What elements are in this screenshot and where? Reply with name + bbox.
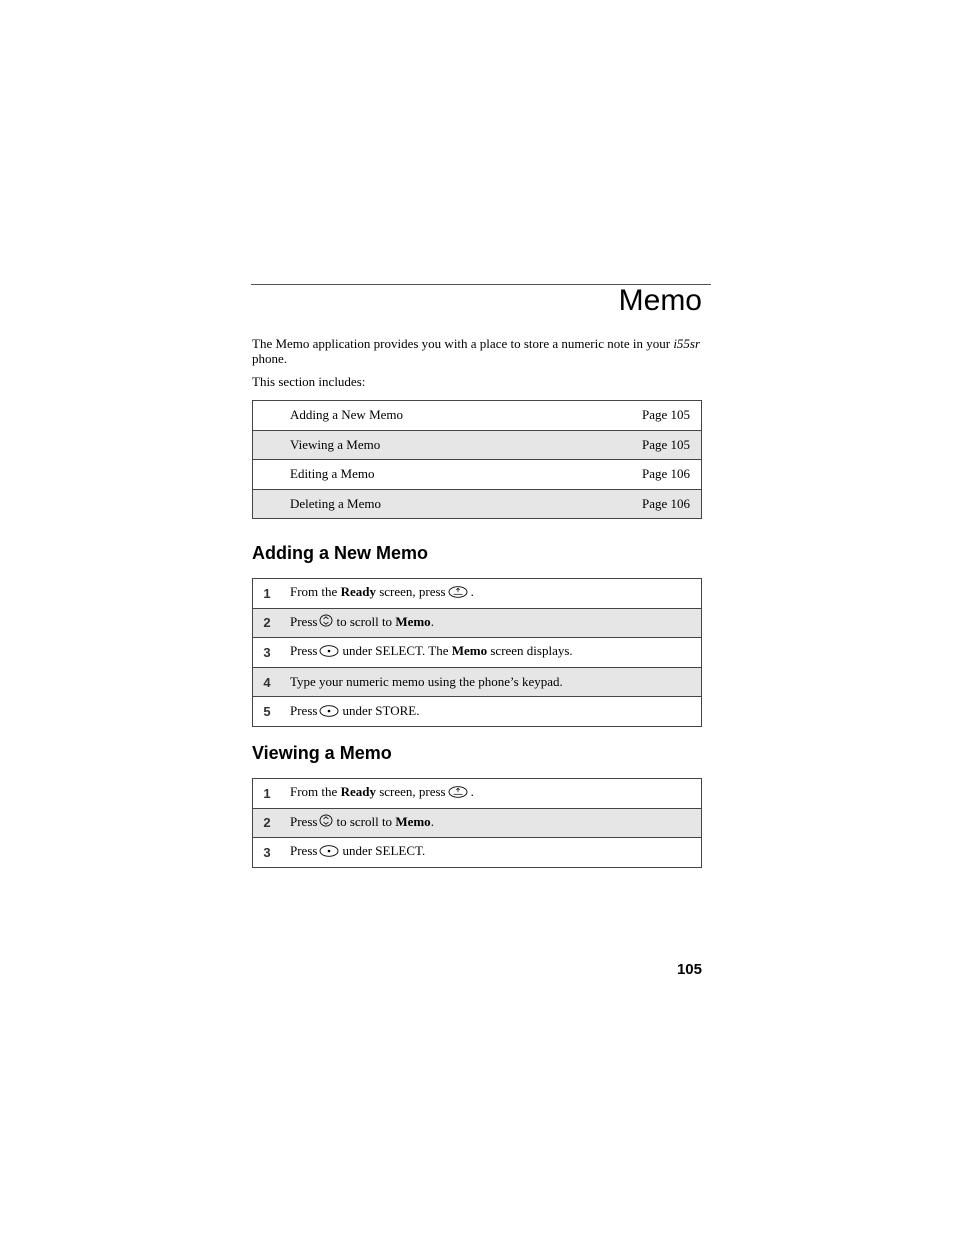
toc-page[interactable]: Page 106	[600, 489, 702, 519]
scroll-key-icon	[319, 814, 333, 832]
option-key-icon	[319, 845, 339, 861]
step-row	[253, 667, 702, 697]
option-key-icon	[319, 645, 339, 661]
step-text: From the Ready screen, press .	[281, 779, 702, 809]
toc-row[interactable]	[253, 430, 702, 460]
toc-page[interactable]: Page 105	[600, 401, 702, 431]
step-number: 3	[253, 638, 282, 668]
menu-key-icon	[448, 786, 468, 802]
option-key-icon	[319, 705, 339, 721]
toc-row[interactable]	[253, 460, 702, 490]
step-number: 2	[253, 808, 282, 838]
step-row	[253, 638, 702, 668]
step-text: Type your numeric memo using the phone’s keypad.	[281, 667, 702, 697]
toc-label[interactable]: Editing a Memo	[253, 460, 601, 490]
page-title: Memo	[618, 284, 702, 317]
step-number: 1	[253, 779, 282, 809]
intro-text: The Memo application provides you with a place to store a numeric note in your	[252, 336, 674, 351]
toc-row[interactable]	[253, 401, 702, 431]
step-row	[253, 697, 702, 727]
step-row	[253, 838, 702, 868]
section-heading-viewing: Viewing a Memo	[252, 743, 392, 763]
step-row	[253, 579, 702, 609]
step-text: From the Ready screen, press .	[281, 579, 702, 609]
step-number: 4	[253, 667, 282, 697]
menu-key-icon	[448, 586, 468, 602]
step-number: 2	[253, 608, 282, 638]
intro-text-end: phone.	[252, 350, 288, 366]
phone-model: i55sr	[673, 336, 701, 351]
step-row	[253, 779, 702, 809]
step-number: 1	[253, 579, 282, 609]
toc-label[interactable]: Adding a New Memo	[253, 401, 601, 431]
step-text: Press under STORE.	[281, 697, 702, 727]
adding-steps-table	[252, 578, 702, 727]
scroll-key-icon	[319, 614, 333, 632]
step-number: 3	[253, 838, 282, 868]
step-text: Press to scroll to Memo.	[281, 808, 702, 838]
page-number: 105	[676, 961, 702, 978]
toc-label[interactable]: Viewing a Memo	[253, 430, 601, 460]
toc-page[interactable]: Page 106	[600, 460, 702, 490]
toc-label[interactable]: Deleting a Memo	[253, 489, 601, 519]
toc-row[interactable]	[253, 489, 702, 519]
step-row	[253, 608, 702, 638]
step-number: 5	[253, 697, 282, 727]
viewing-steps-table	[252, 778, 702, 868]
section-includes-label: This section includes:	[252, 374, 366, 389]
step-text: Press under SELECT.	[281, 838, 702, 868]
step-text: Press to scroll to Memo.	[281, 608, 702, 638]
contents-table	[252, 400, 702, 519]
step-row	[253, 808, 702, 838]
section-heading-adding: Adding a New Memo	[252, 543, 429, 563]
toc-page[interactable]: Page 105	[600, 430, 702, 460]
step-text: Press under SELECT. The Memo screen displays.	[281, 638, 702, 668]
intro-paragraph	[252, 337, 704, 366]
